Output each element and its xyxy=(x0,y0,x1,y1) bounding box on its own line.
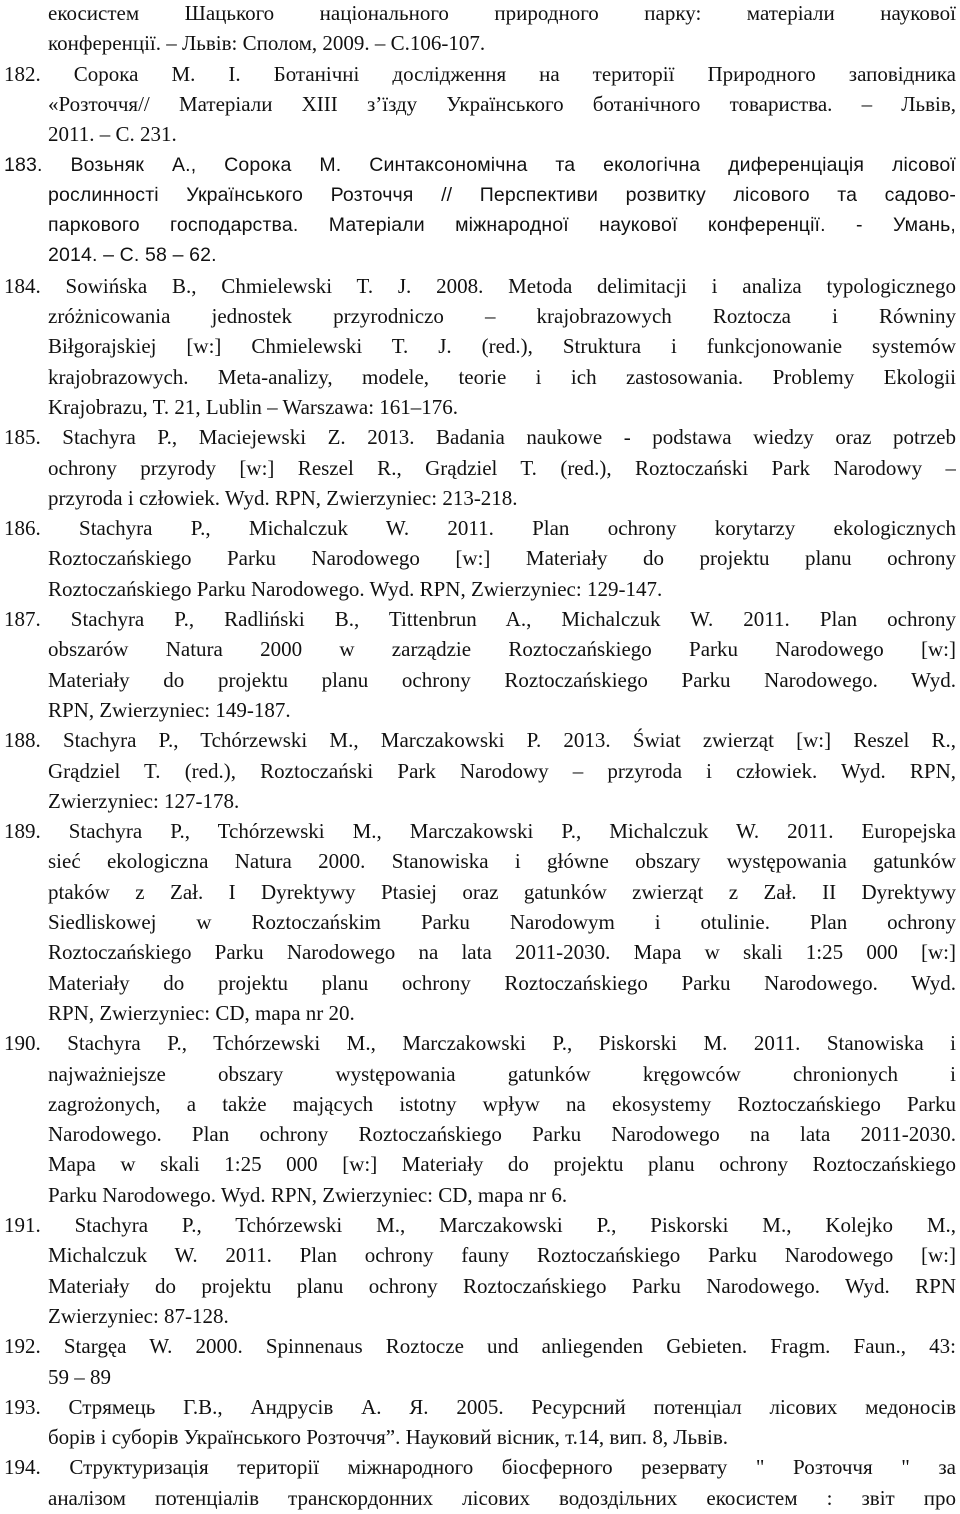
reference-line: zróżnicowania jednostek przyrodniczo – krajobrazowych Roztocza i Równiny xyxy=(48,304,956,328)
reference-line: Roztoczańskiego Parku Narodowego [w:] Materiały do projektu planu ochrony xyxy=(48,546,956,571)
reference-line: Siedliskowej w Roztoczańskim Parku Narodowym i otulinie. Plan ochrony xyxy=(48,910,956,934)
reference-line: Grądziel T. (red.), Roztoczański Park Narodowy – przyroda i człowiek. Wyd. RPN, xyxy=(48,758,956,783)
reference-line: Roztoczańskiego Parku Narodowego na lata 2011-2030. Mapa w skali 1:25 000 [w:] xyxy=(48,940,956,965)
reference-entry-start-line: 190. Stachyra P., Tchórzewski M., Marczakowski P., Piskorski M. 2011. Stanowiska i xyxy=(4,1031,956,1056)
reference-line: Narodowego. Plan ochrony Roztoczańskiego Parku Narodowego na lata 2011-2030. xyxy=(48,1122,956,1147)
reference-line: obszarów Natura 2000 w zarządzie Roztoczańskiego Parku Narodowego [w:] xyxy=(48,637,956,662)
reference-line: конференції. – Львів: Сполом, 2009. – С.106-107. xyxy=(48,31,486,56)
reference-line: Materiały do projektu planu ochrony Roztoczańskiego Parku Narodowego. Wyd. xyxy=(48,667,956,692)
reference-entry-start-line: 184. Sowińska B., Chmielewski T. J. 2008. Metoda delimitacji i analiza typologicznego xyxy=(4,273,956,298)
reference-line: 2014. – С. 58 – 62. xyxy=(48,244,217,267)
reference-line: ochrony przyrody [w:] Reszel R., Grądziel T. (red.), Roztoczański Park Narodowy – xyxy=(48,455,956,480)
reference-entry-start-line: 191. Stachyra P., Tchórzewski M., Marczakowski P., Piskorski M., Kolejko M., xyxy=(4,1213,956,1237)
reference-line: Biłgorajskiej [w:] Chmielewski T. J. (red.), Struktura i funkcjonowanie systemów xyxy=(48,334,956,359)
reference-line: Materiały do projektu planu ochrony Roztoczańskiego Parku Narodowego. Wyd. xyxy=(48,970,956,995)
reference-entry-start-line: 193. Стрямець Г.В., Андрусів А. Я. 2005. Ресурсний потенціал лісових медоносів xyxy=(4,1394,956,1419)
reference-line: екосистем Шацького національного природного парку: матеріали наукової xyxy=(48,1,956,25)
reference-line: Roztoczańskiego Parku Narodowego. Wyd. RPN, Zwierzyniec: 129-147. xyxy=(48,576,663,601)
reference-line: najważniejsze obszary występowania gatunków kręgowców chronionych i xyxy=(48,1061,956,1086)
reference-entry-start-line: 194. Структуризація території міжнародного біосферного резервату " Розточчя " за xyxy=(4,1455,956,1480)
reference-line: Parku Narodowego. Wyd. RPN, Zwierzyniec: CD, mapa nr 6. xyxy=(48,1182,568,1207)
reference-entry-start-line: 185. Stachyra P., Maciejewski Z. 2013. Badania naukowe - podstawa wiedzy oraz potrzeb xyxy=(4,425,956,450)
reference-line: Michalczuk W. 2011. Plan ochrony fauny Roztoczańskiego Parku Narodowego [w:] xyxy=(48,1243,956,1268)
reference-entry-start-line: 182. Сорока М. І. Ботанічні дослідження на території Природного заповідника xyxy=(4,61,956,86)
reference-line: паркового господарства. Матеріали міжнародної наукової конференції. - Умань, xyxy=(48,214,956,237)
reference-line: RPN, Zwierzyniec: CD, mapa nr 20. xyxy=(48,1000,355,1025)
reference-line: аналізом потенціалів транскордонних лісових водоздільних екосистем : звіт про xyxy=(48,1485,956,1510)
reference-line: sieć ekologiczna Natura 2000. Stanowiska i główne obszary występowania gatunków xyxy=(48,849,956,874)
reference-line: борів і суборів Українського Розточчя”. Науковий вісник, т.14, вип. 8, Львів. xyxy=(48,1425,729,1450)
reference-entry-start-line: 189. Stachyra P., Tchórzewski M., Marczakowski P., Michalczuk W. 2011. Europejska xyxy=(4,819,956,844)
reference-entry-start-line: 188. Stachyra P., Tchórzewski M., Marczakowski P. 2013. Świat zwierząt [w:] Reszel R., xyxy=(4,728,956,753)
reference-line: Mapa w skali 1:25 000 [w:] Materiały do projektu planu ochrony Roztoczańskiego xyxy=(48,1152,956,1177)
reference-line: przyroda i człowiek. Wyd. RPN, Zwierzyniec: 213-218. xyxy=(48,485,518,510)
reference-line: Zwierzyniec: 127-178. xyxy=(48,788,240,813)
reference-line: Zwierzyniec: 87-128. xyxy=(48,1303,229,1328)
reference-line: Krajobrazu, T. 21, Lublin – Warszawa: 161–176. xyxy=(48,394,459,419)
reference-line: ptaków z Zał. I Dyrektywy Ptasiej oraz gatunków zwierząt z Zał. II Dyrektywy xyxy=(48,879,956,904)
reference-line: «Розточчя// Матеріали XIII з’їзду Українського ботанічного товариства. – Львів, xyxy=(48,91,956,116)
reference-entry-start-line: 192. Stargęa W. 2000. Spinnenaus Roztocze und anliegenden Gebieten. Fragm. Faun., 43: xyxy=(4,1334,956,1359)
reference-entry-start-line: 186. Stachyra P., Michalczuk W. 2011. Plan ochrony korytarzy ekologicznych xyxy=(4,516,956,541)
reference-entry-start-line: 187. Stachyra P., Radliński B., Tittenbrun A., Michalczuk W. 2011. Plan ochrony xyxy=(4,607,956,631)
reference-line: Materiały do projektu planu ochrony Roztoczańskiego Parku Narodowego. Wyd. RPN xyxy=(48,1273,956,1298)
reference-line: zagrożonych, a także mających istotny wpływ na ekosystemy Roztoczańskiego Parku xyxy=(48,1091,956,1116)
reference-entry-start-line: 183. Возьняк А., Сорока М. Синтаксономічна та екологічна диференціація лісової xyxy=(4,153,956,176)
reference-line: krajobrazowych. Meta-analizy, modele, teorie i ich zastosowania. Problemy Ekologii xyxy=(48,364,956,389)
reference-line: 59 – 89 xyxy=(48,1364,111,1389)
reference-line: рослинності Українського Розточчя // Перспективи розвитку лісового та садово- xyxy=(48,183,956,206)
reference-line: 2011. – С. 231. xyxy=(48,122,177,147)
reference-line: RPN, Zwierzyniec: 149-187. xyxy=(48,697,291,722)
